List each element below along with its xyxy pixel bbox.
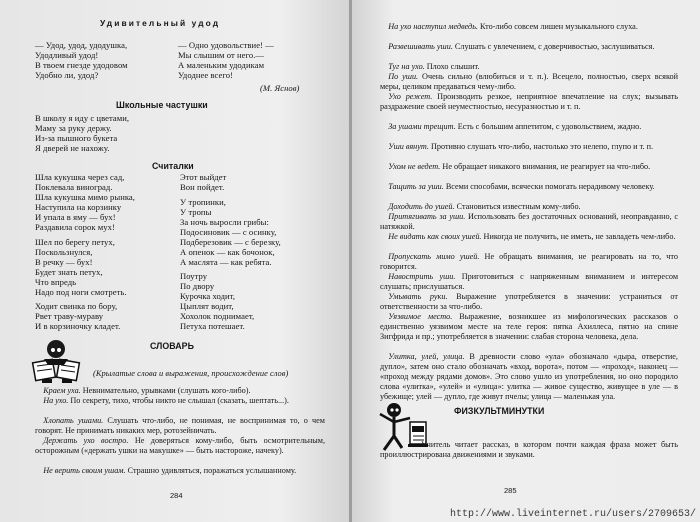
entry-definition: Становиться известным кому-либо. xyxy=(454,202,581,211)
entry-term: Притягивать за уши. xyxy=(388,212,466,221)
entry-definition: Не обращать внимания, не реагировать на то, что говорится. xyxy=(380,252,678,271)
schitalka-line: Поутру xyxy=(180,271,208,281)
entry-definition: Невнимательно, урывками (слушать кого-либо). xyxy=(80,386,251,395)
poem-line: А маленьким удодикам xyxy=(178,60,265,70)
dictionary-entry xyxy=(380,142,678,152)
entry-term: Доходить до ушей. xyxy=(388,202,455,211)
chastushki-line: Маму за руку держу. xyxy=(35,123,112,133)
dictionary-entry xyxy=(380,232,678,242)
dictionary-entry xyxy=(35,386,325,396)
dictionary-entry xyxy=(380,252,678,272)
schitalka-line: Шла кукушка мимо рынка, xyxy=(35,192,135,202)
poem-line: Мы слышим от него.— xyxy=(178,50,265,60)
dictionary-entry xyxy=(35,416,325,436)
dictionary-entry xyxy=(380,162,678,172)
schitalka-line: А опенок — как бочонок, xyxy=(180,247,275,257)
poem-author: (М. Яснов) xyxy=(260,83,300,93)
entry-term: На ухо наступил медведь. xyxy=(388,22,478,31)
poem-line: Удодливый удод! xyxy=(35,50,99,60)
entry-term: Уши вянут. xyxy=(388,142,429,151)
entry-definition: Не обращает никакого внимания, не реагирует на что-либо. xyxy=(440,162,651,171)
entry-term: На ухо. xyxy=(43,396,69,405)
poem-line: — Удод, удод, удодушка, xyxy=(35,40,128,50)
entry-term: Пропускать мимо ушей. xyxy=(388,252,480,261)
entry-term: Улитка, улей, улица. xyxy=(388,352,465,361)
fizkult-text-content: Учитель читает рассказ, в котором почти каждая фраза может быть проиллюстрирована движениями и звуками. xyxy=(380,440,678,459)
schitalka-line: Наступила на корзинку xyxy=(35,202,122,212)
dictionary-entry xyxy=(380,122,678,132)
schitalka-line: Хохолок поднимает, xyxy=(180,311,255,321)
entry-term: Ухо режет. xyxy=(388,92,433,101)
entry-definition: Использовать без достаточных оснований, неоправданно, с натяжкой. xyxy=(380,212,678,231)
dictionary-entry xyxy=(380,212,678,232)
entry-definition: Противно слушать что-либо, настолько это нелепо, глупо и т. п. xyxy=(428,142,654,151)
schitalka-line: Цыплят водит, xyxy=(180,301,234,311)
poem-line: Удоднее всего! xyxy=(178,70,233,80)
poem-line: В твоем гнезде удодовом xyxy=(35,60,128,70)
chastushki-title: Школьные частушки xyxy=(116,100,208,110)
schitalka-line: В речку — бух! xyxy=(35,257,93,267)
entry-term: Уязвимое место. xyxy=(388,312,453,321)
schitalka-line: Будет знать петух, xyxy=(35,267,103,277)
entry-term: Ухом не ведет. xyxy=(388,162,441,171)
schitalka-line: За ночь выросли грибы: xyxy=(180,217,269,227)
schitalka-line: Шла кукушка через сад, xyxy=(35,172,125,182)
dictionary-entry xyxy=(380,202,678,212)
poem-line: — Одно удовольствие! — xyxy=(178,40,274,50)
dictionary-entry xyxy=(35,436,325,456)
schitalka-line: Поклевала виноград. xyxy=(35,182,113,192)
schitalka-line: Вон пойдет. xyxy=(180,182,225,192)
entry-definition: Выражение, возникшее из мифологических рассказов о единственно уязвимом месте на теле героя: пятка Ахиллеса, пятно на спине Зигфрида и пр.; употребляется в значении: слабая сторона человека, дела. xyxy=(380,312,678,341)
entry-definition: Не доверяться кому-либо, быть осмотрительным, осторожным («держать ушки на макушке» — быть настороже, начеку). xyxy=(35,436,325,455)
fizkult-title: ФИЗКУЛЬТМИНУТКИ xyxy=(454,406,545,416)
schitalka-line: У тропы xyxy=(180,207,212,217)
entry-definition: Есть с большим аппетитом, с удовольствием, жадно. xyxy=(455,122,642,131)
chastushki-line: Я дверей не нахожу. xyxy=(35,143,110,153)
source-watermark: http://www.liveinternet.ru/users/2709653/ xyxy=(449,509,696,520)
dictionary-entry xyxy=(380,182,678,192)
entry-definition: Плохо слышит. xyxy=(424,62,480,71)
dictionary-entry xyxy=(380,72,678,92)
schitalka-line: Шел по берегу петух, xyxy=(35,237,115,247)
entry-definition: Кто-либо совсем лишен музыкального слуха. xyxy=(477,22,638,31)
schitalka-line: И в корзиночку кладет. xyxy=(35,321,121,331)
entry-term: Навострить уши. xyxy=(388,272,456,281)
entry-definition: Производить резкое, неприятное впечатление на слух; вызывать раздражение своей неуместностью, несуразностью и т. п. xyxy=(380,92,678,111)
schitalka-line: Что впредь xyxy=(35,277,77,287)
entry-term: Не верить своим ушам. xyxy=(43,466,126,475)
dictionary-entry xyxy=(380,62,678,72)
entry-definition: Никогда не получить, не иметь, не завладеть чем-либо. xyxy=(481,232,676,241)
chastushki-line: Из-за пышного букета xyxy=(35,133,118,143)
schitalka-line: Надо под ноги смотреть. xyxy=(35,287,127,297)
schitalka-line: Подберезовик — с березку, xyxy=(180,237,281,247)
schitalka-line: А маслята — как ребята. xyxy=(180,257,272,267)
entry-term: За ушами трещит. xyxy=(388,122,456,131)
chastushki-line: В школу я иду с цветами, xyxy=(35,113,130,123)
entry-definition: Страшно удивляться, поражаться услышанному. xyxy=(125,466,297,475)
entry-definition: Выражение употребляется в значении: устраниться от ответственности за что-либо. xyxy=(380,292,678,311)
entry-definition: В древности слово «ула» обозначало «дыра, отверстие, дупло», затем оно стало обозначать «вход, ворота», потом — «проход», наконец — «проход между рядами домов». Это слово ушло из употребления, но оно породило слова «улитка», «улей» и «улица»: улитка — живое существо, живущее в уле — в убежище; улей — дупло, где живут пчелы; улица — маленькая ула. xyxy=(380,352,678,401)
entry-term: Держать ухо востро. xyxy=(43,436,129,445)
schitalka-line: Петуха потешает. xyxy=(180,321,245,331)
right-page xyxy=(352,0,700,522)
schitalka-line: По двору xyxy=(180,281,215,291)
schitalka-line: Ходит свинка по бору, xyxy=(35,301,118,311)
entry-term: Тащить за уши. xyxy=(388,182,444,191)
dictionary-entry xyxy=(35,466,325,476)
entry-definition: Приготовиться с напряженным вниманием и интересом слушать; прислушаться. xyxy=(380,272,678,291)
child-with-book-icon xyxy=(28,335,88,387)
entry-term: По уши. xyxy=(388,72,419,81)
schitalka-line: И упала в яму — бух! xyxy=(35,212,116,222)
entry-definition: Всеми способами, всячески помогать нерадивому человеку. xyxy=(443,182,655,191)
schitalka-line: Рвет траву-мураву xyxy=(35,311,104,321)
poem-line: Удобно ли, удод? xyxy=(35,70,99,80)
entry-definition: Слушать с увлечением, с доверчивостью, заслушиваться. xyxy=(452,42,655,51)
entry-definition: Слушать что-либо, не понимая, не воспринимая то, о чем говорят. Не принимать никаких мер, ротозейничать. xyxy=(35,416,325,435)
entry-term: Хлопать ушами. xyxy=(43,416,104,425)
schitalka-line: Курочка ходит, xyxy=(180,291,236,301)
dictionary-entry xyxy=(35,396,325,406)
dictionary-entry xyxy=(380,22,678,32)
slovar-subtitle: (Крылатые слова и выражения, происхождение слов) xyxy=(93,369,289,378)
schitalka-line: Подосиновик — с осинку, xyxy=(180,227,277,237)
schitalka-line: Поскользнулся, xyxy=(35,247,93,257)
dictionary-entry xyxy=(380,92,678,112)
entry-term: Краем уха. xyxy=(43,386,81,395)
schitalka-line: Раздавила сорок мух! xyxy=(35,222,115,232)
dictionary-entry xyxy=(380,312,678,342)
fizkult-text xyxy=(380,440,678,460)
entry-term: Туг на ухо. xyxy=(388,62,425,71)
entry-definition: По секрету, тихо, чтобы никто не слышал (сказать, шептать...). xyxy=(68,396,289,405)
entry-term: Умывать руки. xyxy=(388,292,448,301)
poem-title: Удивительный удод xyxy=(100,18,221,28)
page-number: 284 xyxy=(170,491,183,500)
entry-definition: Очень сильно (влюбиться и т. п.). Всецело, полностью, сверх всякой меры, целиком предаваться чему-либо. xyxy=(380,72,678,91)
schitalka-line: Этот выйдет xyxy=(180,172,227,182)
dictionary-entry xyxy=(380,42,678,52)
dictionary-entry xyxy=(380,352,678,402)
schitalka-line: У тропинки, xyxy=(180,197,226,207)
schitalki-title: Считалки xyxy=(152,161,194,171)
entry-term: Не видать как своих ушей. xyxy=(388,232,482,241)
page-number: 285 xyxy=(504,486,517,495)
dictionary-entry xyxy=(380,272,678,292)
entry-term: Развешивать уши. xyxy=(388,42,453,51)
slovar-title: СЛОВАРЬ xyxy=(150,341,194,351)
dictionary-entry xyxy=(380,292,678,312)
